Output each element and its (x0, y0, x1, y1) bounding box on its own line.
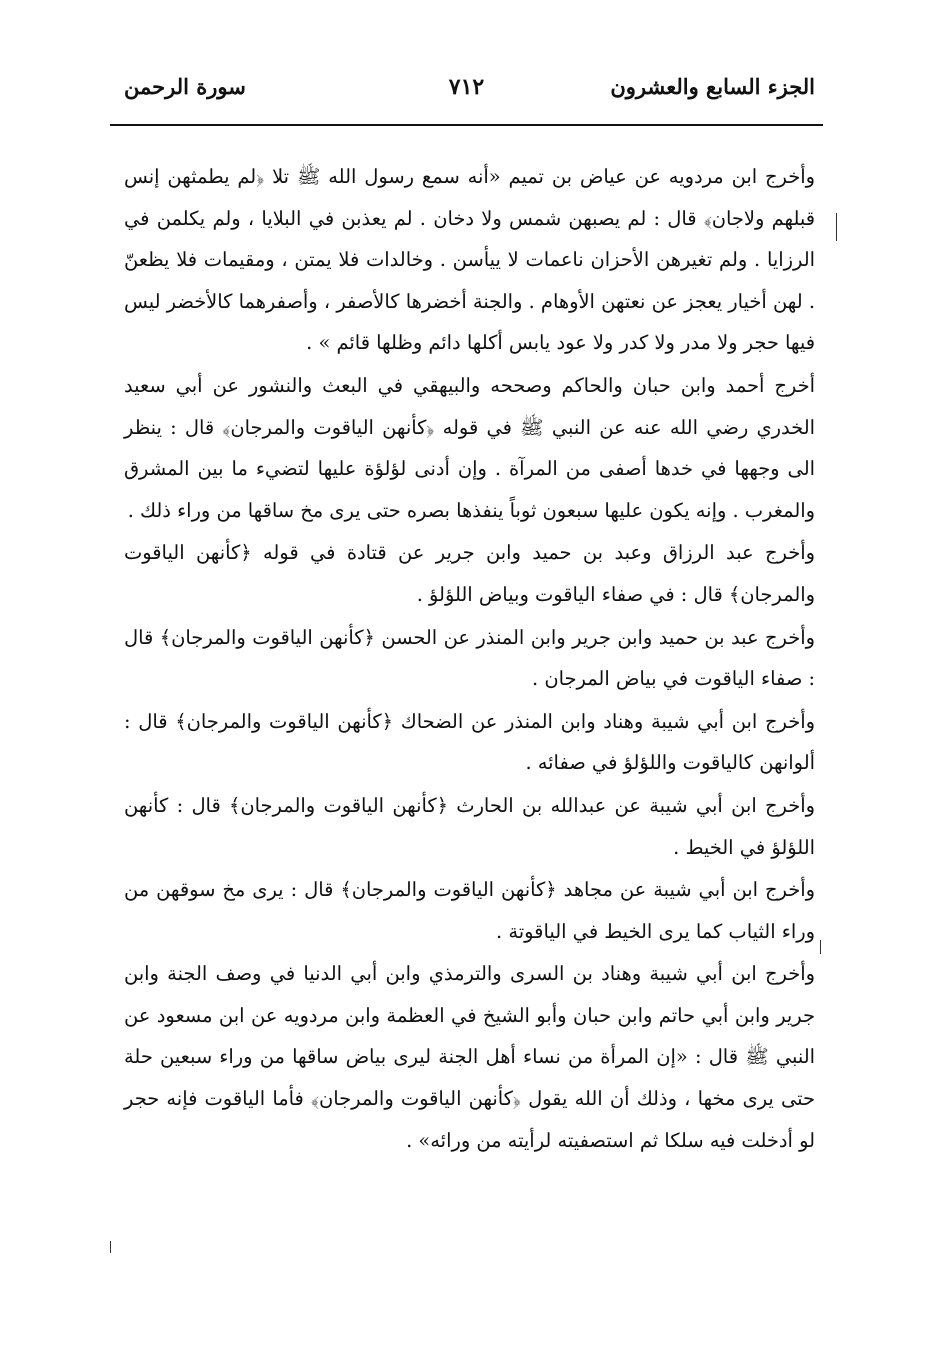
running-header (110, 70, 823, 110)
paragraph-1: وأخرج ابن مردويه عن عياض بن تميم «أنه سمع رسول الله ﷺ تلا ﴿لم يطمثهن إنس قبلهم ولاجان﴾ قال : لم يصبهن شمس ولا دخان . لم يعذبن في البلايا ، ولم يكلمن في الرزايا . ولم تغيرهن الأحزان ناعمات لا ييأسن . وخالدات فلا يمتن ، ومقيمات فلا يظعنّ . لهن أخيار يعجز عن نعتهن الأوهام . والجنة أخضرها كالأصفر ، وأصفرهما كالأخضر ليس فيها حجر ولا مدر ولا كدر ولا عود يابس أكلها دائم وظلها قائم » . (124, 165, 815, 355)
paragraph-4: وأخرج عبد بن حميد وابن جرير وابن المنذر عن الحسن ﴿كأنهن الياقوت والمرجان﴾ قال : صفاء الياقوت في بياض المرجان . (124, 625, 815, 691)
paragraph-2: أخرج أحمد وابن حبان والحاكم وصححه والبيهقي في البعث والنشور عن أبي سعيد الخدري رضي الله عنه عن النبي ﷺ في قوله ﴿كأنهن الياقوت والمرجان﴾ قال : ينظر الى وجهها في خدها أصفى من المرآة . وإن أدنى لؤلؤة عليها لتضيء ما بين المشرق والمغرب . وإنه يكون عليها سبعون ثوباً ينفذها بصره حتى يرى مخ ساقها من وراء ذلك . (124, 373, 815, 522)
paragraph-6: وأخرج ابن أبي شيبة عن عبدالله بن الحارث ﴿كأنهن الياقوت والمرجان﴾ قال : كأنهن اللؤلؤ في الخيط . (124, 793, 815, 859)
scan-mark (836, 213, 837, 241)
paragraph-3: وأخرج عبد الرزاق وعبد بن حميد وابن جرير عن قتادة في قوله ﴿كأنهن الياقوت والمرجان﴾ قال : في صفاء الياقوت وبياض اللؤلؤ . (124, 541, 815, 606)
paragraph-8: وأخرج ابن أبي شيبة وهناد بن السرى والترمذي وابن أبي الدنيا في وصف الجنة وابن جرير وابن أبي حاتم وابن حبان وأبو الشيخ في العظمة وابن مردويه عن ابن مسعود عن النبي ﷺ قال : «إن المرأة من نساء أهل الجنة ليرى بياض ساقها من وراء سبعين حلة حتى يرى مخها ، وذلك أن الله يقول ﴿كأنهن الياقوت والمرجان﴾ فأما الياقوت فإنه حجر لو أدخلت فيه سلكا ثم استصفيته لرأيته من ورائه» . (124, 962, 815, 1152)
header-rule (110, 124, 823, 126)
paragraph-7: وأخرج ابن أبي شيبة عن مجاهد ﴿كأنهن الياقوت والمرجان﴾ قال : يرى مخ سوقهن من وراء الثياب كما يرى الخيط في الياقوتة . (124, 878, 815, 943)
text-body (110, 156, 823, 1161)
scan-mark (110, 1241, 111, 1253)
page-number: ٧١٢ (448, 74, 485, 100)
part-title: الجزء السابع والعشرون (610, 74, 815, 99)
paragraph-5: وأخرج ابن أبي شيبة وهناد وابن المنذر عن الضحاك ﴿كأنهن الياقوت والمرجان﴾ قال : ألوانهن كالياقوت واللؤلؤ في صفائه . (124, 709, 815, 775)
scan-mark (820, 940, 821, 954)
surah-title: سورة الرحمن (124, 74, 246, 99)
book-page (110, 70, 823, 1161)
